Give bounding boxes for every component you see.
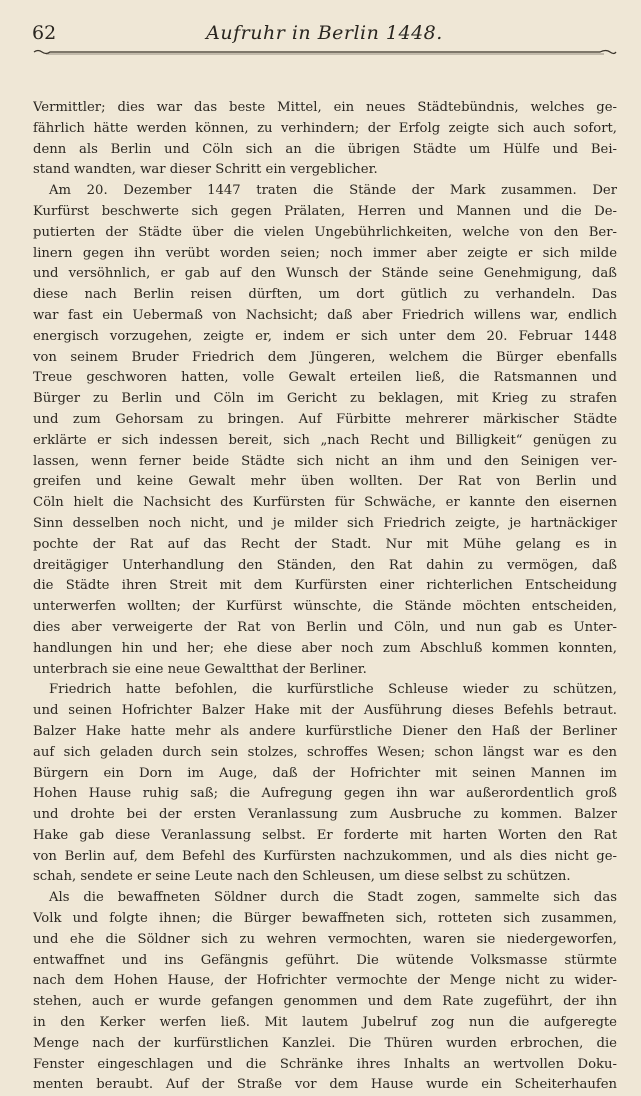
text-line: Bürgern ein Dorn im Auge, daß der Hofrichter mit seinen Mannen im <box>33 765 617 781</box>
body-text <box>33 98 617 1096</box>
text-line: Menge nach der kurfürstlichen Kanzlei. Die Thüren wurden erbrochen, die <box>33 1035 617 1051</box>
text-line: Sinn desselben noch nicht, und je milder sich Friedrich zeigte, je hartnäckiger <box>33 515 617 531</box>
text-line: linern gegen ihn verübt worden seien; noch immer aber zeigte er sich milde <box>33 245 617 261</box>
text-line: Balzer Hake hatte mehr als andere kurfürstliche Diener den Haß der Berliner <box>33 723 617 739</box>
text-line: Als die bewaffneten Söldner durch die Stadt zogen, sammelte sich das <box>49 890 617 906</box>
text-line: Friedrich hatte befohlen, die kurfürstliche Schleuse wieder zu schützen, <box>49 682 617 698</box>
text-line: Hohen Hause ruhig saß; die Aufregung gegen ihn war außerordentlich groß <box>33 786 617 802</box>
text-line: denn als Berlin und Cöln sich an die übrigen Städte um Hülfe und Bei- <box>33 141 617 157</box>
text-line: Fenster eingeschlagen und die Schränke ihres Inhalts an wertvollen Doku- <box>33 1056 617 1072</box>
running-title: Aufruhr in Berlin 1448. <box>206 22 443 44</box>
text-line: putierten der Städte über die vielen Ungebührlichkeiten, welche von den Ber- <box>33 224 617 240</box>
text-line: stand wandten, war dieser Schritt ein vergeblicher. <box>33 162 378 178</box>
text-line: von Berlin auf, dem Befehl des Kurfürsten nachzukommen, und als dies nicht ge- <box>33 848 617 864</box>
text-line: stehen, auch er wurde gefangen genommen und dem Rate zugeführt, der ihn <box>33 994 617 1010</box>
text-line: Bürger zu Berlin und Cöln im Gericht zu beklagen, mit Krieg zu strafen <box>33 391 617 407</box>
text-line: in den Kerker werfen ließ. Mit lautem Jubelruf zog nun die aufgeregte <box>33 1015 617 1031</box>
text-line: und versöhnlich, er gab auf den Wunsch der Stände seine Genehmigung, daß <box>33 266 617 282</box>
text-line: die Städte ihren Streit mit dem Kurfürsten einer richterlichen Entscheidung <box>33 578 617 594</box>
text-line: Vermittler; dies war das beste Mittel, ein neues Städtebündnis, welches ge- <box>33 100 617 115</box>
text-line: entwaffnet und ins Gefängnis geführt. Die wütende Volksmasse stürmte <box>33 952 617 968</box>
text-line: Kurfürst beschwerte sich gegen Prälaten, Herren und Mannen und die De- <box>33 203 617 219</box>
text-line: menten beraubt. Auf der Straße vor dem Hause wurde ein Scheiterhaufen <box>33 1077 617 1093</box>
text-line: unterbrach sie eine neue Gewaltthat der Berliner. <box>33 661 367 677</box>
text-line: Am 20. Dezember 1447 traten die Stände der Mark zusammen. Der <box>49 183 617 199</box>
text-line: diese nach Berlin reisen dürften, um dort gütlich zu verhandeln. Das <box>33 287 617 303</box>
header-ornamental-rule <box>32 48 618 56</box>
text-line: war fast ein Uebermaß von Nachsicht; daß aber Friedrich willens war, endlich <box>33 307 617 323</box>
text-line: dreitägiger Unterhandlung den Ständen, den Rat dahin zu vermögen, daß <box>33 557 617 573</box>
text-line: lassen, wenn ferner beide Städte sich nicht an ihm und den Seinigen ver- <box>33 453 617 469</box>
text-line: handlungen hin und her; ehe diese aber noch zum Abschluß kommen konnten, <box>33 640 617 656</box>
text-line: Treue geschworen hatten, volle Gewalt erteilen ließ, die Ratsmannen und <box>33 370 617 386</box>
text-line: Volk und folgte ihnen; die Bürger bewaffneten sich, rotteten sich zusammen, <box>33 911 617 927</box>
page-header <box>32 18 617 48</box>
text-line: greifen und keine Gewalt mehr üben wollten. Der Rat von Berlin und <box>33 474 617 490</box>
text-line: dies aber verweigerte der Rat von Berlin und Cöln, und nun gab es Unter- <box>33 619 617 635</box>
page-number: 62 <box>32 22 57 44</box>
text-line: nach dem Hohen Hause, der Hofrichter vermochte der Menge nicht zu wider- <box>33 973 617 989</box>
text-line: und drohte bei der ersten Veranlassung zum Ausbruche zu kommen. Balzer <box>33 807 617 823</box>
text-line: von seinem Bruder Friedrich dem Jüngeren, welchem die Bürger ebenfalls <box>33 349 617 365</box>
text-line: pochte der Rat auf das Recht der Stadt. Nur mit Mühe gelang es in <box>33 536 617 552</box>
text-line: Cöln hielt die Nachsicht des Kurfürsten für Schwäche, er kannte den eisernen <box>33 495 617 511</box>
text-line: auf sich geladen durch sein stolzes, schroffes Wesen; schon längst war es den <box>33 744 617 760</box>
text-line: und ehe die Söldner sich zu wehren vermochten, waren sie niedergeworfen, <box>33 931 617 947</box>
text-line: und zum Gehorsam zu bringen. Auf Fürbitte mehrerer märkischer Städte <box>33 411 617 427</box>
text-line: unterwerfen wollten; der Kurfürst wünschte, die Stände möchten entscheiden, <box>33 599 617 615</box>
text-line: und seinen Hofrichter Balzer Hake mit der Ausführung dieses Befehls betraut. <box>33 703 617 719</box>
text-line: erklärte er sich indessen bereit, sich „nach Recht und Billigkeit“ genügen zu <box>33 432 617 448</box>
text-line: schah, sendete er seine Leute nach den Schleusen, um diese selbst zu schützen. <box>33 869 571 885</box>
text-line: fährlich hätte werden können, zu verhindern; der Erfolg zeigte sich auch sofort, <box>33 120 617 136</box>
text-line: energisch vorzugehen, zeigte er, indem er sich unter dem 20. Februar 1448 <box>33 328 617 344</box>
text-line: Hake gab diese Veranlassung selbst. Er forderte mit harten Worten den Rat <box>33 827 617 843</box>
